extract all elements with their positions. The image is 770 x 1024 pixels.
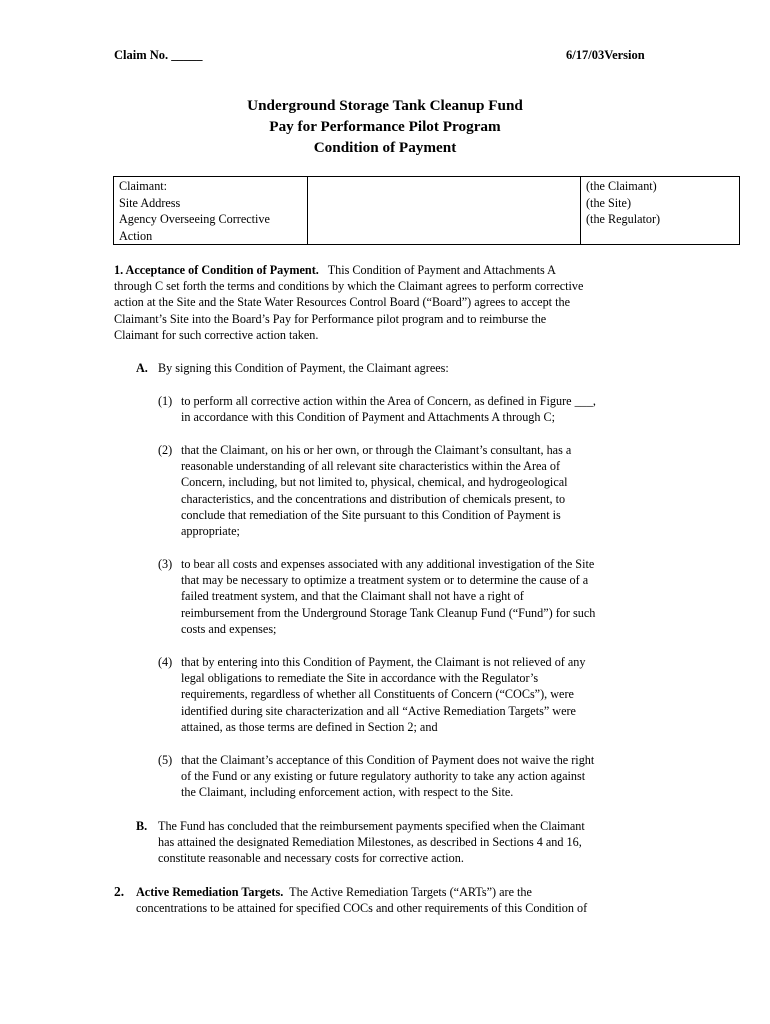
section-1-heading: 1. Acceptance of Condition of Payment. (114, 263, 319, 277)
subitem-line: reimbursement from the Underground Storage Tank Cleanup Fund (“Fund”) for such (181, 605, 596, 620)
subitem-number: (4) (158, 655, 173, 669)
subitem-number: (3) (158, 557, 173, 571)
claim-number: Claim No. _____ (114, 48, 203, 62)
subitem-line: that the Claimant, on his or her own, or through the Claimant’s consultant, has a (181, 443, 572, 457)
subitem-line: failed treatment system, and that the Claimant shall not have a right of (181, 589, 524, 604)
subitem-line: to bear all costs and expenses associated with any additional investigation of the Site (181, 557, 595, 571)
claimant-info-table (113, 176, 740, 245)
subitem-number: (1) (158, 394, 173, 408)
section-1-line-2: through C set forth the terms and conditions by which the Claimant agrees to perform corrective (114, 279, 584, 294)
subitem-line: attained, as those terms are defined in Section 2; and (181, 719, 438, 734)
subitem-line: characteristics, and the concentrations and distribution of chemicals present, to (181, 491, 566, 506)
item-a (136, 360, 449, 376)
item-b-line: constitute reasonable and necessary costs for corrective action. (158, 851, 464, 866)
document-title (0, 95, 770, 158)
agency-label-line-1: Agency Overseeing Corrective (119, 212, 270, 227)
claimant-note: (the Claimant) (586, 179, 657, 193)
claimant-value-field[interactable] (308, 177, 581, 245)
site-address-label: Site Address (119, 195, 181, 210)
subitem-line: requirements, regardless of whether all Constituents of Concern (“COCs”), were (181, 687, 574, 702)
subitem-line: Concern, including, but not limited to, physical, chemical, and hydrogeological (181, 475, 568, 490)
agency-label-line-2: Action (119, 228, 153, 243)
section-2-line-1: The Active Remediation Targets (“ARTs”) are the (289, 885, 532, 899)
section-2-number: 2. (114, 884, 125, 899)
item-b-line: The Fund has concluded that the reimbursement payments specified when the Claimant (158, 819, 585, 833)
paragraph-line (114, 262, 583, 278)
subitem-line: that may be necessary to optimize a treatment system or to determine the cause of a (181, 573, 589, 588)
item-a-label: A. (136, 361, 148, 375)
claimant-label-cell (114, 177, 308, 245)
subitem-line: conclude that remediation of the Site pursuant to this Condition of Payment is (181, 507, 561, 522)
subitem-line: reasonable understanding of all relevant site characteristics within the Area of (181, 459, 561, 474)
subitem-line: that the Claimant’s acceptance of this Condition of Payment does not waive the right (181, 753, 595, 767)
section-1-line-1: This Condition of Payment and Attachments A (327, 263, 556, 277)
section-1-line-4: Claimant’s Site into the Board’s Pay for Performance pilot program and to reimburse the (114, 311, 547, 326)
subitem-line: to perform all corrective action within the Area of Concern, as defined in Figure ___, (181, 394, 596, 408)
section-2-heading: Active Remediation Targets. (136, 885, 284, 899)
site-note: (the Site) (586, 195, 632, 210)
role-note-cell (581, 177, 740, 245)
section-1-paragraph (114, 262, 583, 343)
section-2-line-2: concentrations to be attained for specified COCs and other requirements of this Condition of (136, 901, 588, 916)
subitem-line: costs and expenses; (181, 621, 277, 636)
item-b-line: has attained the designated Remediation Milestones, as described in Sections 4 and 16, (158, 835, 582, 850)
subitem-line: the Claimant, including enforcement action, with respect to the Site. (181, 785, 514, 800)
subitem-number: (2) (158, 443, 173, 457)
item-b-label: B. (136, 819, 148, 833)
title-line-1: Underground Storage Tank Cleanup Fund (247, 97, 523, 114)
section-1-line-5: Claimant for such corrective action taken. (114, 327, 319, 342)
subitem-line: that by entering into this Condition of Payment, the Claimant is not relieved of any (181, 655, 586, 669)
regulator-note: (the Regulator) (586, 212, 661, 227)
subitem-line: identified during site characterization and all “Active Remediation Targets” were (181, 703, 576, 718)
table-row (114, 177, 740, 245)
subitem-line: of the Fund or any existing or future regulatory authority to take any action against (181, 769, 586, 784)
subitem-line: legal obligations to remediate the Site in accordance with the Regulator’s (181, 671, 539, 686)
section-1-line-3: action at the Site and the State Water Resources Control Board (“Board”) agrees to accept the (114, 295, 570, 310)
claimant-label: Claimant: (119, 179, 168, 193)
subitem-number: (5) (158, 753, 173, 767)
item-b (136, 818, 585, 866)
subitem-line: appropriate; (181, 524, 240, 539)
version-label: 6/17/03Version (566, 48, 645, 62)
subitem-line: in accordance with this Condition of Payment and Attachments A through C; (181, 410, 556, 425)
title-line-2: Pay for Performance Pilot Program (269, 118, 501, 135)
item-a-text: By signing this Condition of Payment, the Claimant agrees: (158, 361, 449, 375)
title-line-3: Condition of Payment (313, 139, 457, 156)
